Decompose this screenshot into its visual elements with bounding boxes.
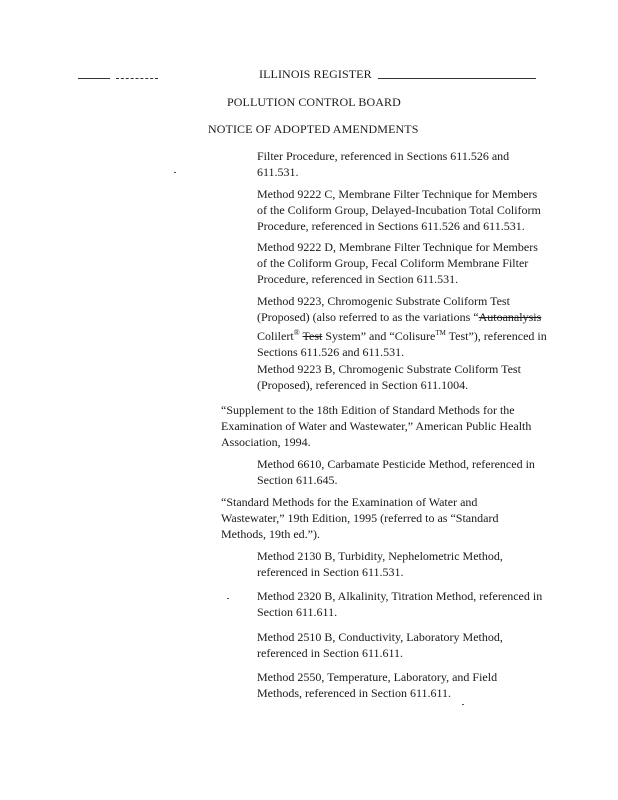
entry-method-6610: Method 6610, Carbamate Pesticide Method, referenced in Section 611.645. [257,457,535,487]
entry-filter-procedure: Filter Procedure, referenced in Sections 611.526 and 611.531. [257,149,510,179]
entry-method-9222c: Method 9222 C, Membrane Filter Technique for Members of the Coliform Group, Delayed-Incubation Total Coliform Procedure, referenced in Sections 611.526 and 611.531. [257,187,541,233]
scan-speck [227,598,229,599]
scan-speck [174,172,176,173]
entry-text: Method 9223, Chromogenic Substrate Coliform Test (Proposed) (also referred to as the variations “ [257,294,510,324]
registered-mark: ® [293,328,300,337]
entry-method-2320b: Method 2320 B, Alkalinity, Titration Method, referenced in Section 611.611. [257,589,543,619]
entry-method-2510b: Method 2510 B, Conductivity, Laboratory Method, referenced in Section 611.611. [257,630,503,660]
scan-speck [462,704,464,705]
header-rule-right [378,78,536,79]
board-title: POLLUTION CONTROL BOARD [227,95,401,109]
strikethrough-text: Test [302,329,323,343]
entry-text: System” and “Colisure [322,329,436,343]
entry-method-9223b: Method 9223 B, Chromogenic Substrate Coliform Test (Proposed), referenced in Section 611.1004. [257,362,521,392]
entry-method-2130b: Method 2130 B, Turbidity, Nephelometric Method, referenced in Section 611.531. [257,549,503,579]
notice-title: NOTICE OF ADOPTED AMENDMENTS [208,122,419,136]
trademark-mark: TM [435,329,446,337]
header-rule-left-dash [116,78,158,79]
entry-text: Colilert [257,329,294,343]
header-rule-left [78,78,110,79]
strikethrough-text: Autoanalysis [478,310,542,324]
register-title: ILLINOIS REGISTER [259,67,372,81]
entry-method-9222d: Method 9222 D, Membrane Filter Technique for Members of the Coliform Group, Fecal Coliform Membrane Filter Procedure, referenced in Section 611.531. [257,240,538,286]
entry-text: Test”), referenced in Sections 611.526 and 611.531. [257,329,547,359]
entry-method-2550: Method 2550, Temperature, Laboratory, and Field Methods, referenced in Section 611.611. [257,670,498,700]
entry-method-9223 [257,293,549,360]
entry-standard-methods-19th: “Standard Methods for the Examination of Water and Wastewater,” 19th Edition, 1995 (referred to as “Standard Methods, 19th ed.”). [221,495,499,541]
entry-supplement-18th: “Supplement to the 18th Edition of Standard Methods for the Examination of Water and Wastewater,” American Public Health Association, 1994. [221,403,532,449]
